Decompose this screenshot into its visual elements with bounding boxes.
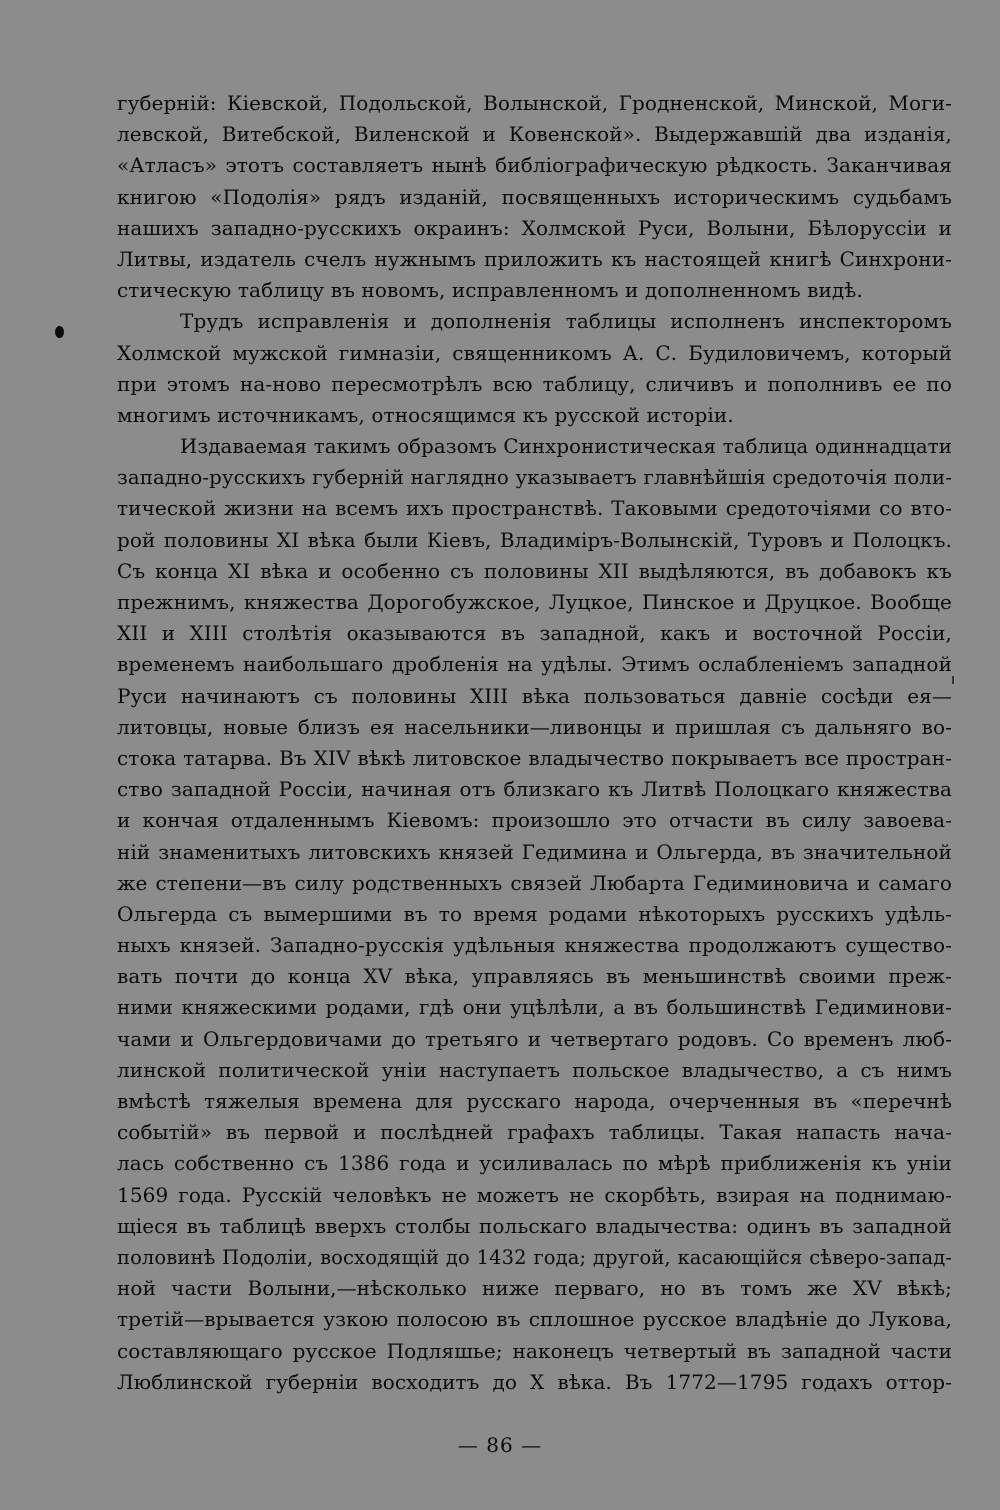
text-line: Литвы, издатель счелъ нужнымъ приложить къ настоящей книгѣ Синхрони- xyxy=(117,246,952,271)
text-line: Трудъ исправленія и дополненія таблицы исполненъ инспекторомъ xyxy=(180,309,952,334)
text-line: же степени—въ силу родственныхъ связей Любарта Гедиминовича и самаго xyxy=(117,870,952,895)
text-line: при этомъ на-ново пересмотрѣлъ всю таблицу, сличивъ и пополнивъ ее по xyxy=(117,371,952,396)
text-line: линской политической уніи наступаетъ польское владычество, а съ нимъ xyxy=(117,1057,952,1082)
text-line: событій» въ первой и послѣдней графахъ таблицы. Такая напасть нача- xyxy=(117,1120,952,1145)
text-line: половинѣ Подоліи, восходящій до 1432 года; другой, касающійся сѣверо-запад- xyxy=(117,1245,952,1269)
ink-dot-mark xyxy=(55,326,64,338)
ink-speck-mark xyxy=(952,676,954,684)
text-line: XII и XIII столѣтія оказываются въ западной, какъ и восточной Россіи, xyxy=(117,621,952,646)
text-line: рой половины XI вѣка были Кіевъ, Владиміръ-Волынскій, Туровъ и Полоцкъ. xyxy=(117,527,952,552)
text-line: стока татарва. Въ XIV вѣкѣ литовское владычество покрываетъ все простран- xyxy=(117,745,952,770)
text-line: и кончая отдаленнымъ Кіевомъ: произошло это отчасти въ силу завоева- xyxy=(117,808,952,833)
text-line: западно-русскихъ губерній наглядно указываетъ главнѣйшія средоточія поли- xyxy=(117,466,952,490)
text-line: третій—врывается узкою полосою въ сплошное русское владѣніе до Лукова, xyxy=(117,1307,952,1332)
text-line: чами и Ольгердовичами до третьяго и четвертаго родовъ. Со временъ люб- xyxy=(117,1026,952,1051)
text-line: Холмской мужской гимназіи, священникомъ А. С. Будиловичемъ, который xyxy=(117,340,952,365)
text-line: составляющаго русское Подляшье; наконецъ четвертый въ западной части xyxy=(117,1338,952,1363)
text-line: Издаваемая такимъ образомъ Синхронистическая таблица одиннадцати xyxy=(180,435,952,459)
text-line: Люблинской губерніи восходитъ до X вѣка. Въ 1772—1795 годахъ оттор- xyxy=(117,1369,952,1394)
text-line: Съ конца XI вѣка и особенно съ половины XII выдѣляются, въ добавокъ къ xyxy=(117,558,952,583)
text-line: ство западной Россіи, начиная отъ близкаго къ Литвѣ Полоцкаго княжества xyxy=(117,777,952,802)
text-line: щіеся въ таблицѣ вверхъ столбы польскаго владычества: одинъ въ западной xyxy=(117,1213,952,1238)
text-line: ныхъ князей. Западно-русскія удѣльныя княжества продолжаютъ существо- xyxy=(117,933,952,958)
text-line: губерній: Кіевской, Подольской, Волынской, Гродненской, Минской, Моги- xyxy=(117,91,952,115)
text-line: ними княжескими родами, гдѣ они уцѣлѣли, а въ большинствѣ Гедиминови- xyxy=(117,995,952,1020)
text-line: вмѣстѣ тяжелыя времена для русскаго народа, очерченныя въ «перечнѣ xyxy=(117,1089,952,1113)
page-number: — 86 — xyxy=(457,1433,543,1457)
text-line: литовцы, новые близъ ея насельники—ливонцы и пришлая съ дальняго во- xyxy=(117,714,952,739)
text-line: многимъ источникамъ, относящимся къ русской исторіи. xyxy=(117,402,734,427)
text-line: временемъ наибольшаго дробленія на удѣлы. Этимъ ослабленіемъ западной xyxy=(117,652,952,677)
text-line: левской, Витебской, Виленской и Ковенской». Выдержавшій два изданія, xyxy=(117,122,952,147)
text-line: Руси начинаютъ съ половины XIII вѣка пользоваться давніе сосѣди ея— xyxy=(117,683,952,708)
text-line: лась собственно съ 1386 года и усиливалась по мѣрѣ приближенія къ уніи xyxy=(117,1151,952,1176)
text-line: Ольгерда съ вымершими въ то время родами нѣкоторыхъ русскихъ удѣль- xyxy=(117,901,952,926)
text-line: ной части Волыни,—нѣсколько ниже перваго, но въ томъ же XV вѣкѣ; xyxy=(117,1276,952,1301)
text-line: ній знаменитыхъ литовскихъ князей Гедимина и Ольгерда, въ значительной xyxy=(117,839,952,864)
text-line: нашихъ западно-русскихъ окраинъ: Холмской Руси, Волыни, Бѣлоруссіи и xyxy=(117,215,952,240)
text-line: прежнимъ, княжества Дорогобужское, Луцкое, Пинское и Друцкое. Вообще xyxy=(117,590,952,614)
text-line: книгою «Подолія» рядъ изданій, посвященныхъ историческимъ судьбамъ xyxy=(117,184,952,209)
text-line: тической жизни на всемъ ихъ пространствѣ. Таковыми средоточіями со вто- xyxy=(117,496,952,521)
text-line: вать почти до конца XV вѣка, управляясь въ меньшинствѣ своими преж- xyxy=(117,964,952,989)
body-text xyxy=(117,88,952,1398)
text-line: стическую таблицу въ новомъ, исправленномъ и дополненномъ видѣ. xyxy=(117,278,863,303)
text-line: «Атласъ» этотъ составляетъ нынѣ библіографическую рѣдкость. Заканчивая xyxy=(117,153,952,178)
text-line: 1569 года. Русскій человѣкъ не можетъ не скорбѣть, взирая на поднимаю- xyxy=(117,1182,952,1207)
